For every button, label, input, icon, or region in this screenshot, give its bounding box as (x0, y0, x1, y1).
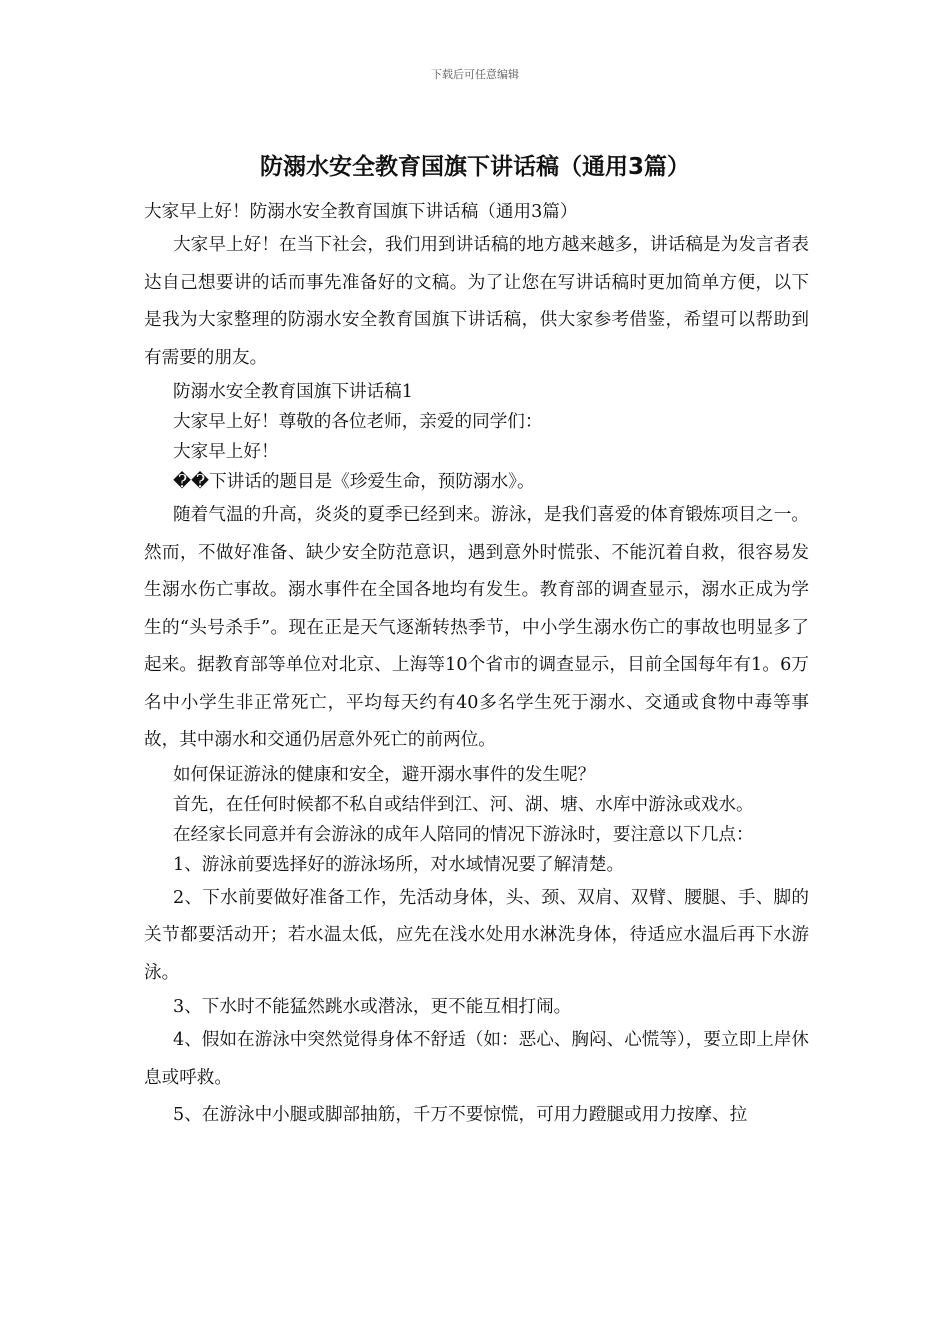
paragraph: 大家早上好！ (173, 442, 279, 462)
document-body (144, 197, 809, 1135)
paragraph: 1、游泳前要选择好的游泳场所，对水域情况要了解清楚。 (173, 854, 625, 875)
paragraph: ��下讲话的题目是《珍爱生命，预防溺水》。 (173, 472, 535, 492)
paragraph: 在经家长同意并有会游泳的成年人陪同的情况下游泳时，要注意以下几点： (173, 824, 754, 845)
paragraph: 3、下水时不能猛然跳水或潜泳，更不能互相打闹。 (173, 997, 572, 1017)
paragraph: 大家早上好！防溺水安全教育国旗下讲话稿（通用3篇） (144, 202, 578, 222)
paragraph: 2、下水前要做好准备工作，先活动身体，头、颈、双肩、双臂、腰腿、手、脚的关节都要活动开；若水温太低，应先在浅水处用水淋洗身体，待适应水温后再下水游泳。 (144, 887, 809, 983)
paragraph: 防溺水安全教育国旗下讲话稿1 (173, 382, 413, 402)
paragraph: 如何保证游泳的健康和安全，避开溺水事件的发生呢？ (173, 764, 596, 785)
paragraph: 4、假如在游泳中突然觉得身体不舒适（如：恶心、胸闷、心慌等），要立即上岸休息或呼救。 (144, 1030, 809, 1088)
page-header-note: 下载后可任意编辑 (431, 68, 519, 81)
paragraph: 大家早上好！在当下社会，我们用到讲话稿的地方越来越多，讲话稿是为发言者表达自己想要讲的话而事先准备好的文稿。为了让您在写讲话稿时更加简单方便，以下是我为大家整理的防溺水安全教育国旗下讲话稿，供大家参考借鉴，希望可以帮助到有需要的朋友。 (144, 235, 809, 368)
paragraph: 大家早上好！尊敬的各位老师，亲爱的同学们： (173, 412, 543, 432)
paragraph: 5、在游泳中小腿或脚部抽筋，千万不要惊慌，可用力蹬腿或用力按摩、拉 (173, 1105, 748, 1125)
paragraph: 随着气温的升高，炎炎的夏季已经到来。游泳，是我们喜爱的体育锻炼项目之一。然而，不做好准备、缺少安全防范意识，遇到意外时慌张、不能沉着自救，很容易发生溺水伤亡事故。溺水事件在全国各地均有发生。教育部的调查显示，溺水正成为学生的“头号杀手”。现在正是天气逐渐转热季节，中小学生溺水伤亡的事故也明显多了起来。据教育部等单位对北京、上海等10个省市的调查显示，目前全国每年有1。6万名中小学生非正常死亡，平均每天约有40多名学生死于溺水、交通或食物中毒等事故，其中溺水和交通仍居意外死亡的前两位。 (144, 505, 809, 750)
document-title: 防溺水安全教育国旗下讲话稿（通用3篇） (259, 154, 690, 180)
paragraph: 首先，在任何时候都不私自或结伴到江、河、湖、塘、水库中游泳或戏水。 (173, 794, 754, 815)
